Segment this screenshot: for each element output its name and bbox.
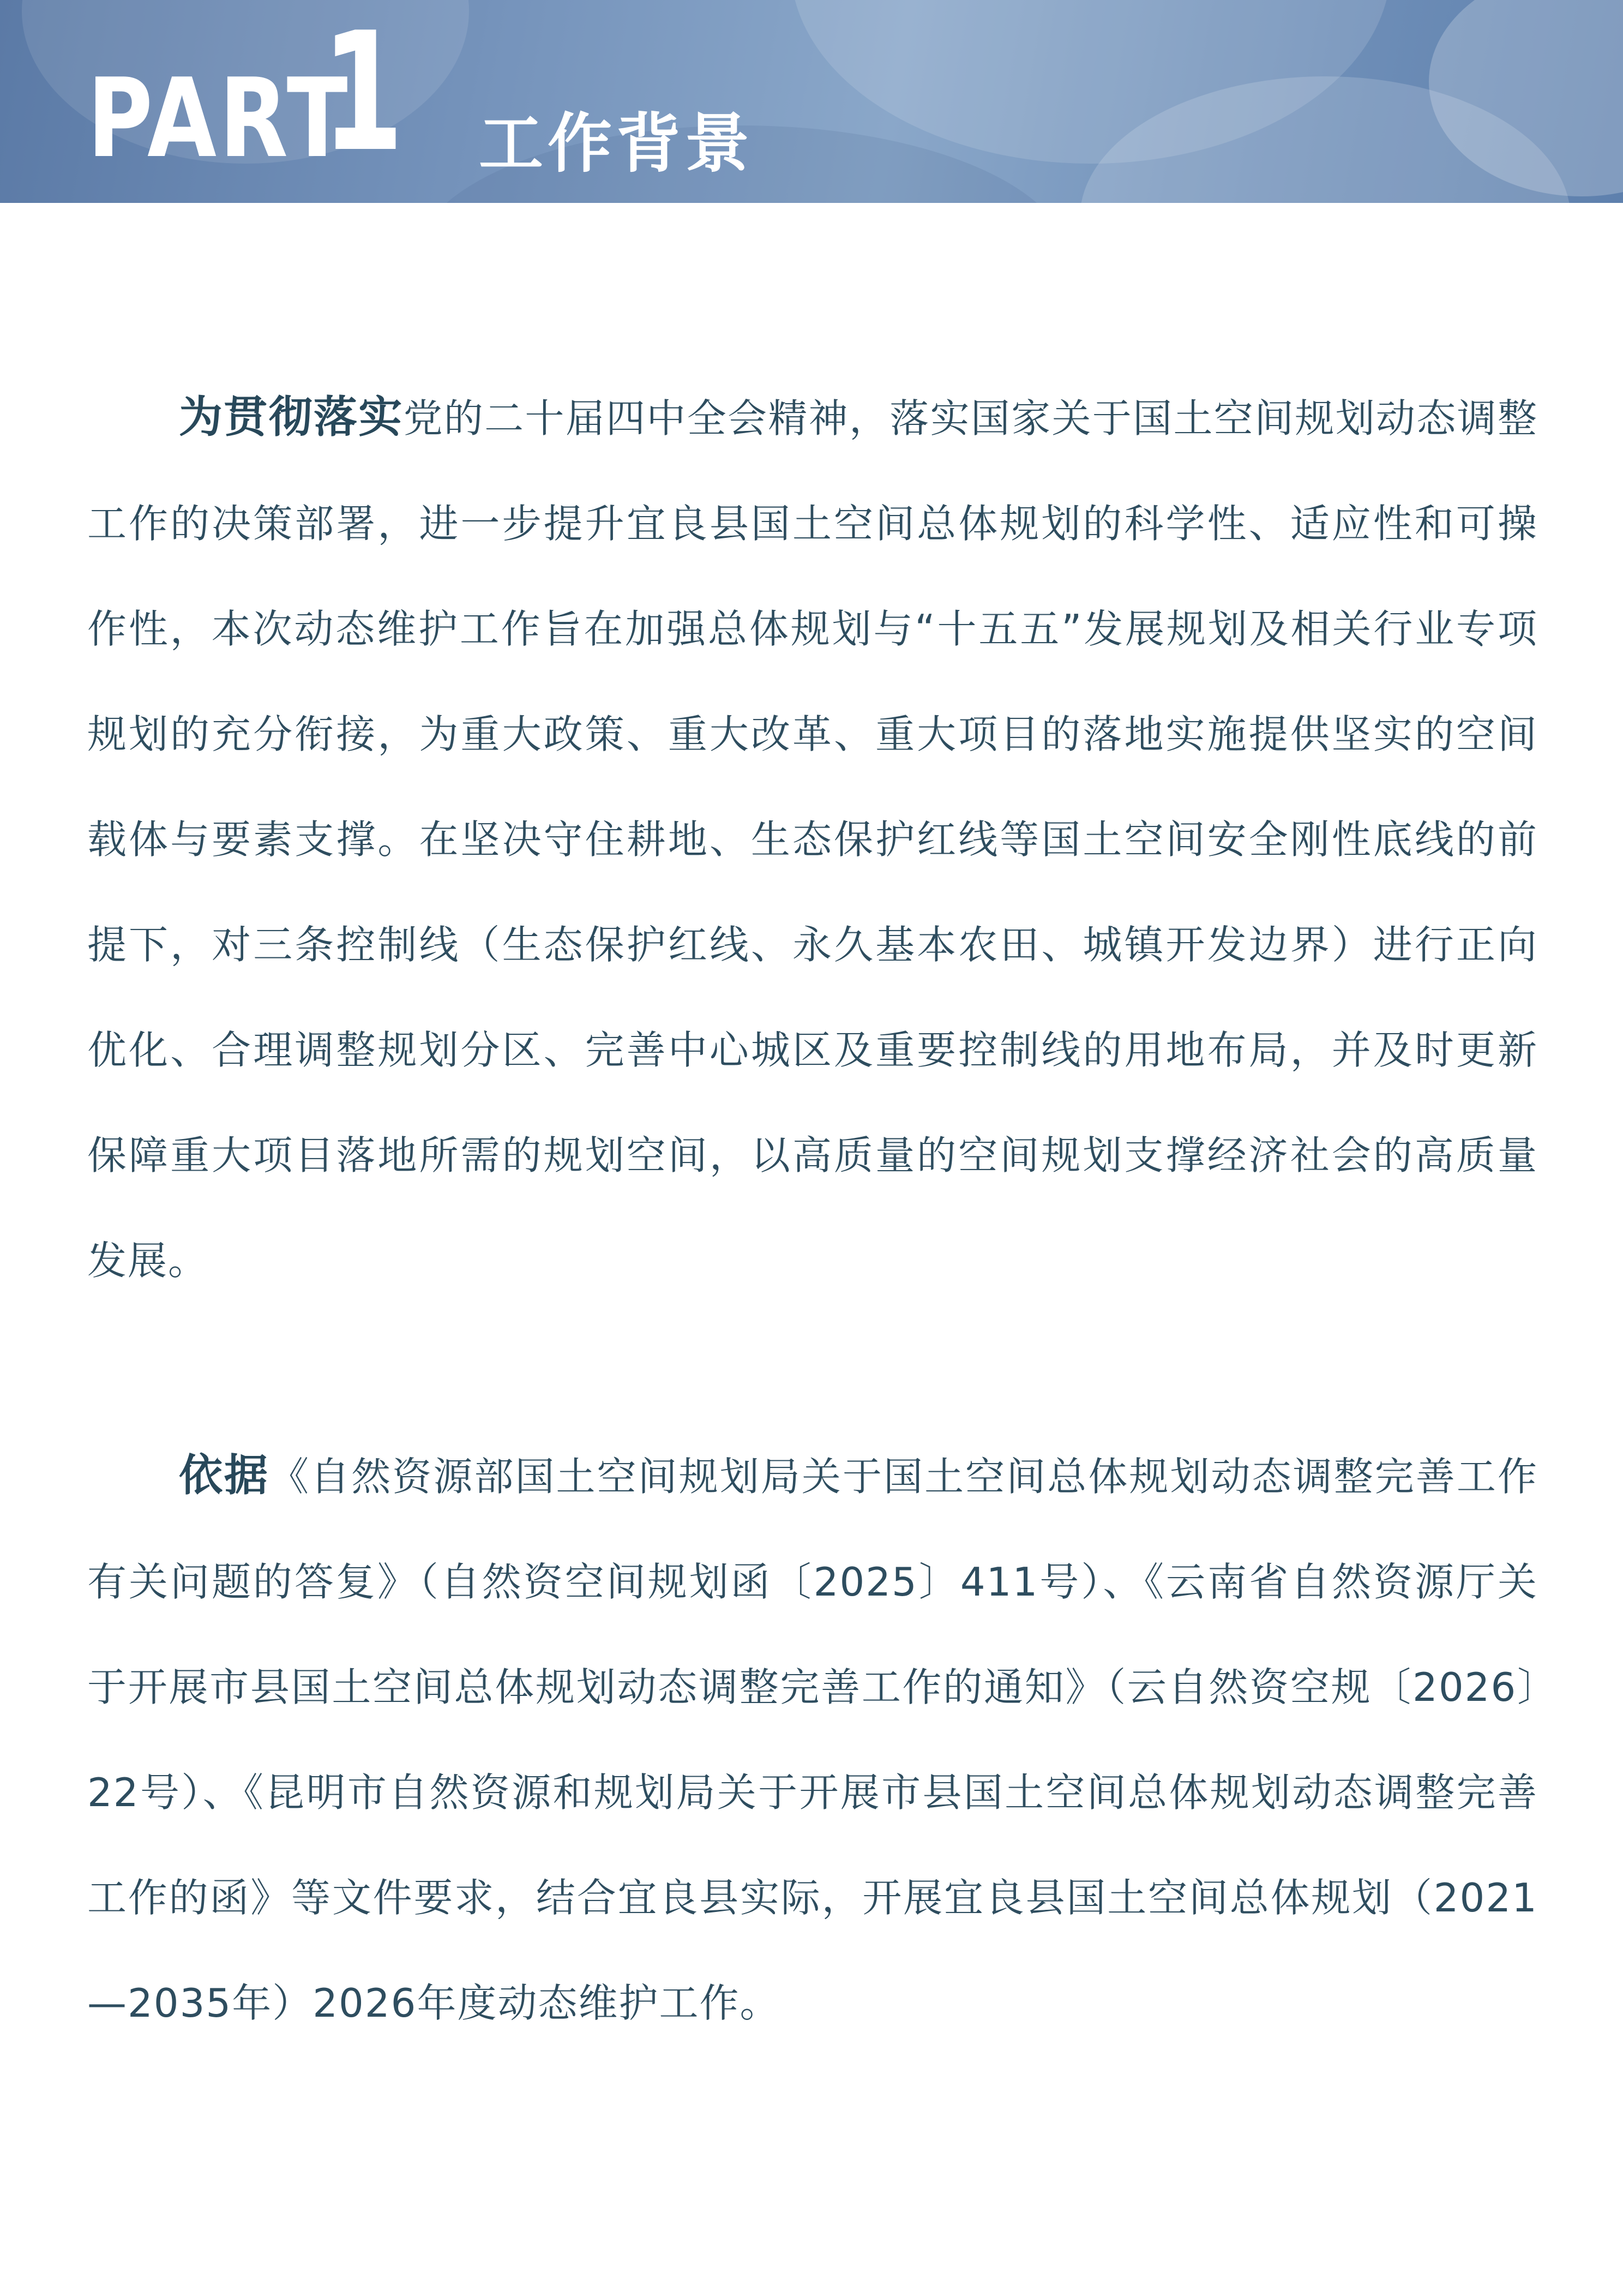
basis-paragraph (87, 1423, 1538, 2056)
part-label: PART (87, 55, 351, 182)
part-number: 1 (322, 0, 404, 188)
paragraph-lead: 依据 (179, 1450, 270, 1501)
paragraph-lead: 为贯彻落实 (179, 392, 404, 442)
header-banner (0, 0, 1623, 203)
paragraph-text: 党的二十届四中全会精神，落实国家关于国土空间规划动态调整工作的决策部署，进一步提升宜良县国土空间总体规划的科学性、适应性和可操作性，本次动态维护工作旨在加强总体规划与“十五五”发展规划及相关行业专项规划的充分衔接，为重大政策、重大改革、重大项目的落地实施提供坚实的空间载体与要素支撑。在坚决守住耕地、生态保护红线等国土空间安全刚性底线的前提下，对三条控制线（生态保护红线、永久基本农田、城镇开发边界）进行正向优化、合理调整规划分区、完善中心城区及重要控制线的用地布局，并及时更新保障重大项目落地所需的规划空间，以高质量的空间规划支撑经济社会的高质量发展。 (87, 395, 1538, 1284)
section-title: 工作背景 (479, 106, 754, 181)
background-paragraph (87, 364, 1538, 1314)
paragraph-text: 《自然资源部国土空间规划局关于国土空间总体规划动态调整完善工作有关问题的答复》（自然资空间规划函〔2025〕411号）、《云南省自然资源厅关于开展市县国土空间总体规划动态调整完善工作的通知》（云自然资空规〔2026〕22号）、《昆明市自然资源和规划局关于开展市县国土空间总体规划动态调整完善工作的函》等文件要求，结合宜良县实际，开展宜良县国土空间总体规划（2021—2035年）2026年度动态维护工作。 (87, 1454, 1538, 2026)
